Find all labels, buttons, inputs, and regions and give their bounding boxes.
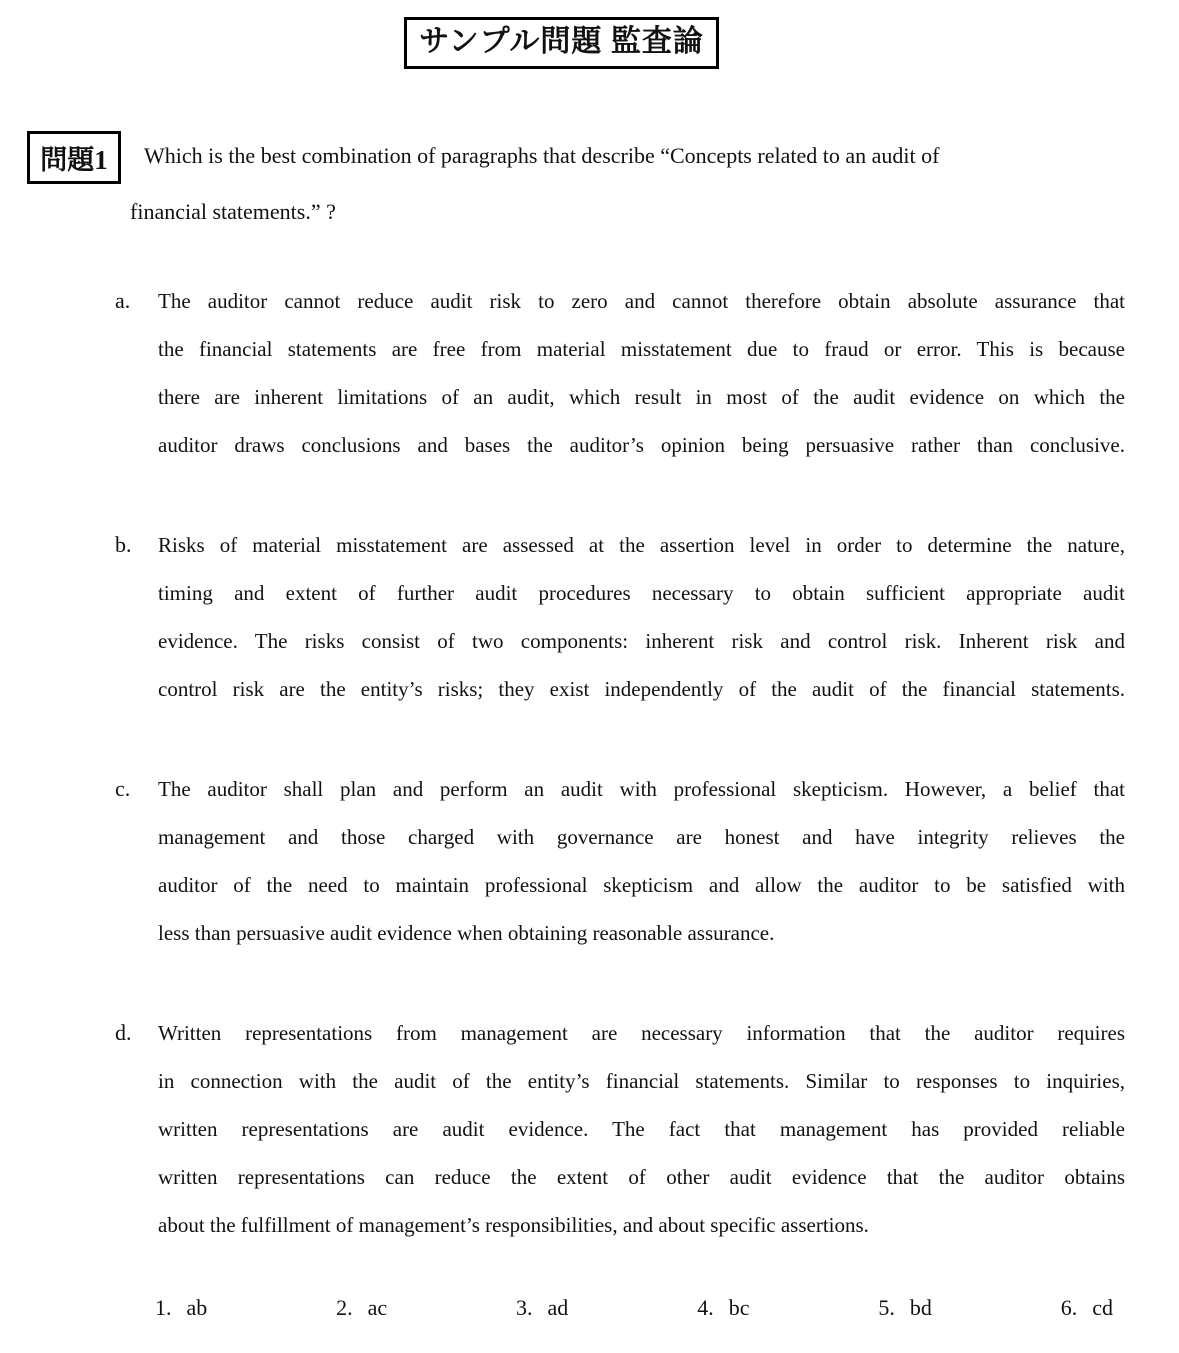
- paragraph-b: [115, 521, 1125, 713]
- paragraph-line: Written representations from management are necessary information that the auditor requires: [158, 1021, 1125, 1045]
- paragraph-letter: d.: [115, 1020, 132, 1045]
- answer-choices-row: [155, 1284, 1113, 1332]
- choice-number: 4.: [697, 1295, 714, 1320]
- paragraph-c: [115, 765, 1125, 957]
- paragraph-line: Risks of material misstatement are assessed at the assertion level in order to determine the nature,: [158, 533, 1125, 557]
- choice-number: 3.: [516, 1295, 533, 1320]
- choice-1: [155, 1284, 207, 1332]
- paragraph-letter: a.: [115, 288, 131, 313]
- choice-number: 2.: [336, 1295, 353, 1320]
- paragraph-letter: b.: [115, 532, 132, 557]
- choice-answer: cd: [1092, 1295, 1113, 1320]
- page-title: サンプル問題 監査論: [404, 17, 719, 69]
- paragraph-line: evidence. The risks consist of two components: inherent risk and control risk. Inherent risk and: [158, 629, 1125, 653]
- paragraph-line: The auditor cannot reduce audit risk to zero and cannot therefore obtain absolute assurance that: [158, 289, 1125, 313]
- paragraph-line: control risk are the entity’s risks; they exist independently of the audit of the financial statements.: [158, 677, 1125, 701]
- choice-2: [336, 1284, 387, 1332]
- paragraph-line: in connection with the audit of the entity’s financial statements. Similar to responses to inquiries,: [158, 1069, 1125, 1093]
- choice-answer: bc: [728, 1295, 750, 1320]
- choice-answer: bd: [909, 1295, 932, 1320]
- paragraph-list: [115, 277, 1125, 1249]
- paragraph-line: timing and extent of further audit procedures necessary to obtain sufficient appropriate audit: [158, 581, 1125, 605]
- paragraph-line: auditor of the need to maintain professional skepticism and allow the auditor to be satisfied with: [158, 873, 1125, 897]
- choice-6: [1061, 1284, 1113, 1332]
- choice-number: 5.: [878, 1295, 895, 1320]
- paragraph-text: [158, 765, 1125, 957]
- paragraph-a: [115, 277, 1125, 469]
- choice-answer: ad: [547, 1295, 569, 1320]
- paragraph-line: written representations are audit evidence. The fact that management has provided reliable: [158, 1117, 1125, 1141]
- question-prompt-line: financial statements.” ?: [130, 199, 336, 224]
- paragraph-text: [158, 521, 1125, 713]
- paragraph-text: [158, 277, 1125, 469]
- choice-answer: ac: [367, 1295, 388, 1320]
- paragraph-line: written representations can reduce the extent of other audit evidence that the auditor obtains: [158, 1165, 1125, 1189]
- paragraph-line: auditor draws conclusions and bases the auditor’s opinion being persuasive rather than conclusive.: [158, 433, 1125, 457]
- choice-5: [878, 1284, 932, 1332]
- question-prompt: [130, 128, 1123, 240]
- paragraph-text: [158, 1009, 1125, 1249]
- question-number-box: 問題1: [27, 131, 121, 184]
- paragraph-line: The auditor shall plan and perform an audit with professional skepticism. However, a belief that: [158, 777, 1125, 801]
- choice-number: 1.: [155, 1295, 172, 1320]
- title-container: [0, 17, 1179, 69]
- paragraph-line: there are inherent limitations of an audit, which result in most of the audit evidence on which the: [158, 385, 1125, 409]
- choice-4: [697, 1284, 749, 1332]
- paragraph-line: management and those charged with governance are honest and have integrity relieves the: [158, 825, 1125, 849]
- paragraph-line: the financial statements are free from material misstatement due to fraud or error. This is because: [158, 337, 1125, 361]
- question-prompt-line: Which is the best combination of paragraphs that describe “Concepts related to an audit of: [144, 143, 940, 168]
- paragraph-line: about the fulfillment of management’s responsibilities, and about specific assertions.: [158, 1213, 869, 1237]
- paragraph-d: [115, 1009, 1125, 1249]
- choice-answer: ab: [186, 1295, 208, 1320]
- paragraph-letter: c.: [115, 776, 131, 801]
- choice-3: [516, 1284, 568, 1332]
- choice-number: 6.: [1060, 1295, 1078, 1320]
- paragraph-line: less than persuasive audit evidence when obtaining reasonable assurance.: [158, 921, 775, 945]
